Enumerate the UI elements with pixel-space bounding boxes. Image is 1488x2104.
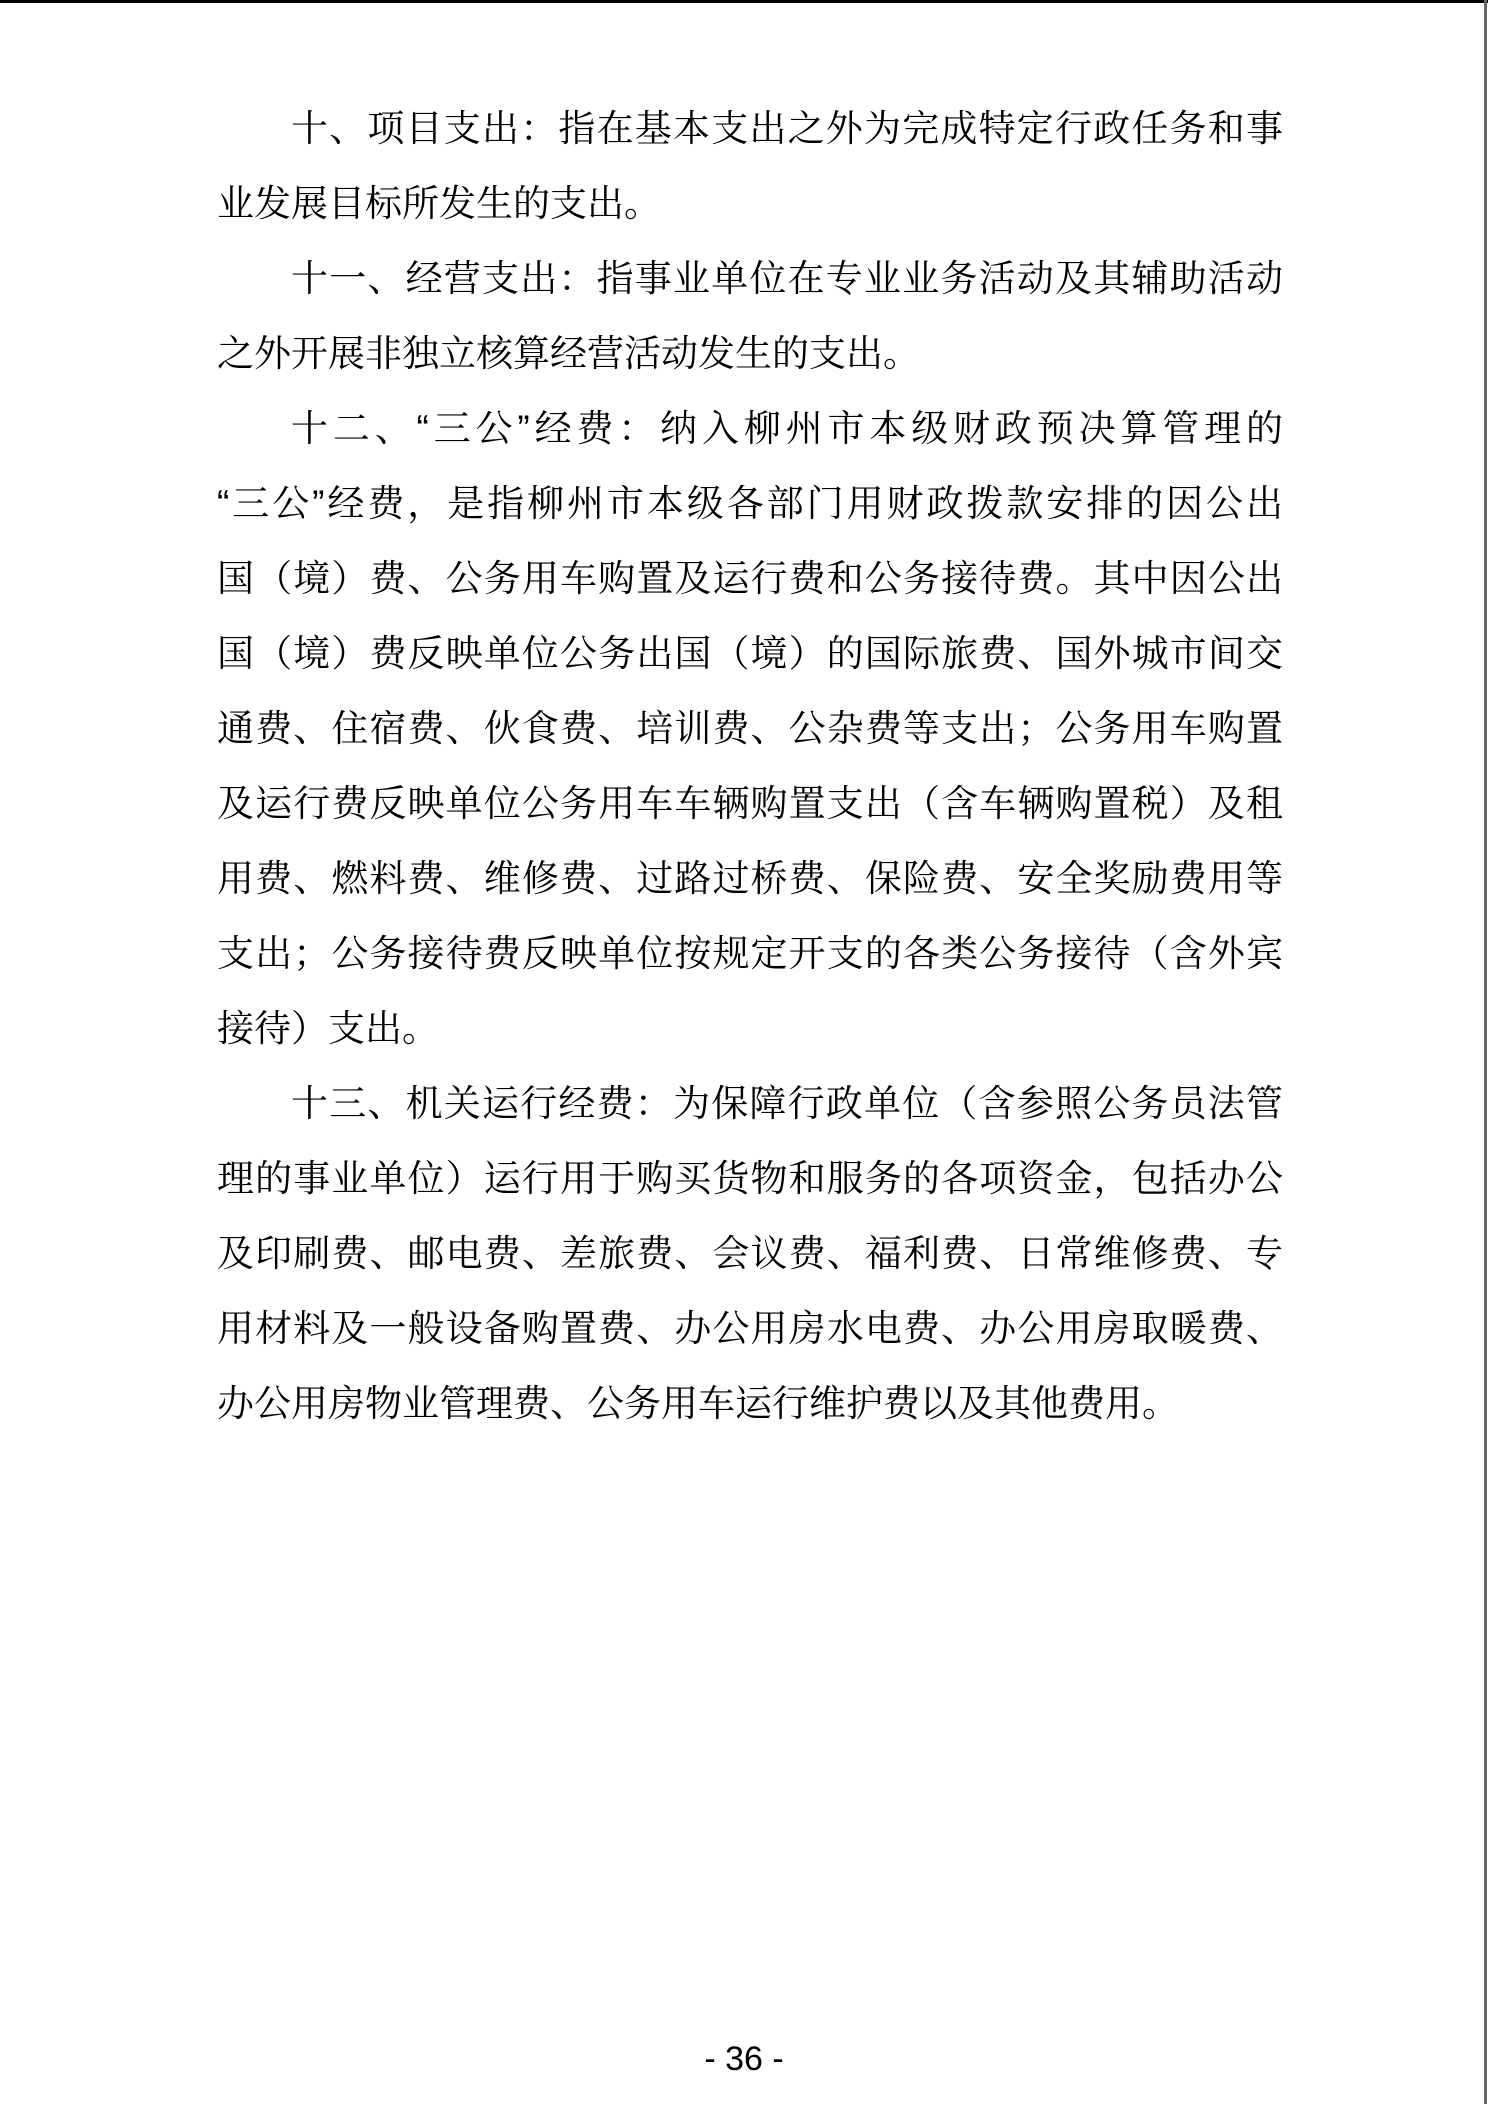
text-line: 十、项目支出：指在基本支出之外为完成特定行政任务和事 bbox=[291, 108, 1283, 149]
text-line: 接待）支出。 bbox=[217, 1008, 439, 1049]
text-line: 十一、经营支出：指事业单位在专业业务活动及其辅助活动 bbox=[291, 258, 1283, 299]
text-line: 理的事业单位）运行用于购买货物和服务的各项资金，包括办公 bbox=[217, 1158, 1283, 1199]
text-line: 及印刷费、邮电费、差旅费、会议费、福利费、日常维修费、专 bbox=[217, 1233, 1283, 1274]
page-top-border bbox=[0, 0, 1488, 3]
text-line: 及运行费反映单位公务用车车辆购置支出（含车辆购置税）及租 bbox=[217, 783, 1283, 824]
paragraph bbox=[217, 241, 1283, 391]
document-body bbox=[217, 91, 1283, 1441]
text-line: 十三、机关运行经费：为保障行政单位（含参照公务员法管 bbox=[291, 1083, 1283, 1124]
page-right-border bbox=[1484, 0, 1487, 2104]
page-footer bbox=[0, 2042, 1488, 2076]
paragraph bbox=[217, 91, 1283, 241]
paragraph bbox=[217, 1066, 1283, 1441]
text-line: 支出；公务接待费反映单位按规定开支的各类公务接待（含外宾 bbox=[217, 933, 1283, 974]
text-line: 十二、“三公”经费：纳入柳州市本级财政预决算管理的 bbox=[291, 408, 1283, 449]
text-line: “三公”经费，是指柳州市本级各部门用财政拨款安排的因公出 bbox=[217, 483, 1283, 524]
text-line: 国（境）费反映单位公务出国（境）的国际旅费、国外城市间交 bbox=[217, 633, 1283, 674]
paragraph bbox=[217, 391, 1283, 1066]
text-line: 用费、燃料费、维修费、过路过桥费、保险费、安全奖励费用等 bbox=[217, 858, 1283, 899]
text-line: 业发展目标所发生的支出。 bbox=[217, 183, 661, 224]
text-line: 用材料及一般设备购置费、办公用房水电费、办公用房取暖费、 bbox=[217, 1308, 1283, 1349]
text-line: 办公用房物业管理费、公务用车运行维护费以及其他费用。 bbox=[217, 1383, 1179, 1424]
page-number: - 36 - bbox=[704, 2040, 784, 2078]
text-line: 通费、住宿费、伙食费、培训费、公杂费等支出；公务用车购置 bbox=[217, 708, 1283, 749]
text-line: 国（境）费、公务用车购置及运行费和公务接待费。其中因公出 bbox=[217, 558, 1283, 599]
text-line: 之外开展非独立核算经营活动发生的支出。 bbox=[217, 333, 920, 374]
